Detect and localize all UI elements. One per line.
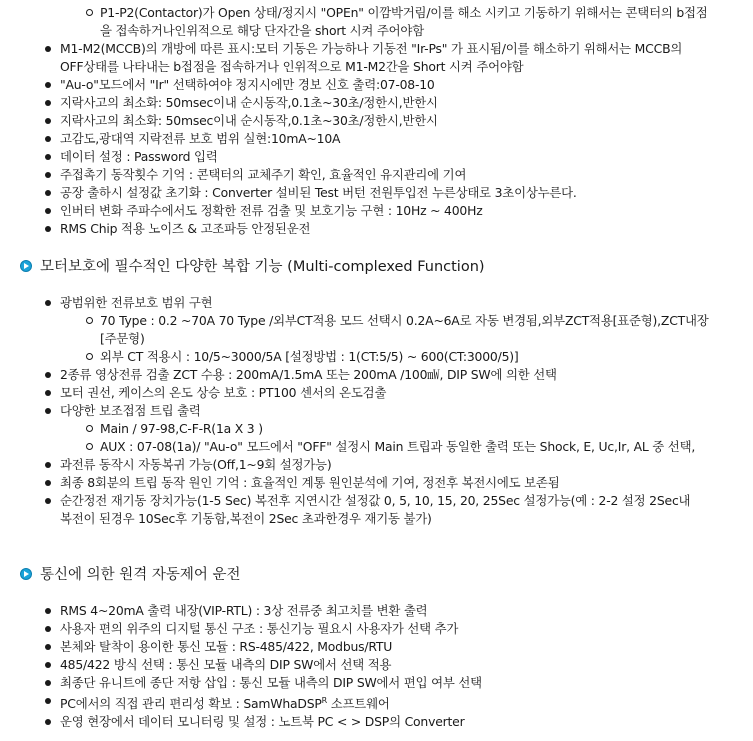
feature-list-general — [0, 4, 710, 238]
list-item-485-422: 485/422 방식 선택 : 통신 모듈 내측의 DIP SW에서 선택 적용 — [0, 656, 482, 674]
arrow-bullet-icon — [20, 260, 32, 272]
section-heading-text: 통신에 의한 원격 자동제어 운전 — [40, 567, 241, 583]
list-item-temperature: 모터 권선, 케이스의 온도 상승 보호 : PT100 센서의 온도검출 — [0, 384, 710, 402]
list-item-pc-management — [0, 692, 482, 713]
feature-list-multi-function — [0, 294, 710, 528]
list-item-rms-output: RMS 4~20mA 출력 내장(VIP-RTL) : 3상 전류중 최고치를 변환 출력 — [0, 602, 482, 620]
registered-mark: R — [321, 696, 328, 705]
list-item-text-after: 소프트웨어 — [327, 696, 390, 711]
section-heading-text: 모터보호에 필수적인 다양한 복합 기능 (Multi-complexed Function) — [40, 259, 485, 275]
list-subitem-external-ct: 외부 CT 적용시 : 10/5~3000/5A [설정방법 : 1(CT:5/5) ~ 600(CT:3000/5)] — [0, 348, 710, 366]
list-item-rms-chip: RMS Chip 적용 노이즈 & 고조파등 안정된운전 — [0, 220, 710, 238]
list-item-factory-reset: 공장 출하시 설정값 초기화 : Converter 설비된 Test 버턴 전원투입전 누른상태로 3초이상누른다. — [0, 184, 710, 202]
list-subitem-contactor: P1-P2(Contactor)가 Open 상태/정지시 "OPEn" 이깜박거림/이를 해소 시키고 기동하기 위해서는 콘택터의 b접점을 접속하거나인위적으로 해당 단자간을 short 시켜 주어야함 — [0, 4, 710, 40]
section-heading-multi-function — [20, 257, 485, 277]
feature-list-remote-control — [0, 602, 482, 731]
list-item-monitoring: 운영 현장에서 데이터 모니터링 및 설정 : 노트북 PC < > DSP의 Converter — [0, 713, 482, 731]
list-item-trip-memory: 최종 8회분의 트립 동작 원인 기억 : 효율적인 계통 원인분석에 기여, 정전후 복전시에도 보존됨 — [0, 474, 710, 492]
list-item-au-o: "Au-o"모드에서 "Ir" 선택하여야 정지시에만 경보 신호 출력:07-08-10 — [0, 76, 710, 94]
list-item-text: PC에서의 직접 관리 편리성 확보 : SamWhaDSP — [60, 696, 322, 711]
list-item-digital-comm: 사용자 편의 위주의 디지털 통신 구조 : 통신기능 필요시 사용자가 선택 추가 — [0, 620, 482, 638]
list-item-password: 데이터 설정 : Password 입력 — [0, 148, 710, 166]
list-item-aux-contacts: 다양한 보조접점 트립 출력 — [0, 402, 710, 420]
list-item-mccb: M1-M2(MCCB)의 개방에 따른 표시:모터 기동은 가능하나 기동전 "Ir-Ps" 가 표시됨/이를 해소하기 위해서는 MCCB의 OFF상태를 나타내는 b접점을 접속하거나 인위적으로 M1-M2간을 Short 시켜 주어야함 — [0, 40, 700, 76]
list-item-zct: 2종류 영상전류 검출 ZCT 수용 : 200mA/1.5mA 또는 200mA /100㎽, DIP SW에 의한 선택 — [0, 366, 710, 384]
list-item-ground-fault-1: 지락사고의 최소화: 50msec이내 순시동작,0.1초~30초/정한시,반한시 — [0, 94, 710, 112]
list-subitem-aux: AUX : 07-08(1a)/ "Au-o" 모드에서 "OFF" 설정시 Main 트립과 동일한 출력 또는 Shock, E, Uc,Ir, AL 중 선택, — [0, 438, 710, 456]
list-item-auto-reset: 과전류 동작시 자동복귀 가능(Off,1~9회 설정가능) — [0, 456, 710, 474]
list-item-comm-module: 본체와 탈착이 용이한 통신 모듈 : RS-485/422, Modbus/RTU — [0, 638, 482, 656]
arrow-bullet-icon — [20, 568, 32, 580]
list-subitem-70-type: 70 Type : 0.2 ~70A 70 Type /외부CT적용 모드 선택시 0.2A~6A로 자동 변경됨,외부ZCT적용[표준형),ZCT내장[주문형) — [0, 312, 710, 348]
section-heading-remote-control — [20, 565, 241, 585]
list-item-inverter: 인버터 변화 주파수에서도 정확한 전류 검출 및 보호기능 구현 : 10Hz ~ 400Hz — [0, 202, 710, 220]
list-item-restart: 순간정전 재기동 장치가능(1-5 Sec) 복전후 지연시간 설정값 0, 5, 10, 15, 20, 25Sec 설정가능(예 : 2-2 설정 2Sec내 복전이 된경우 10Sec후 기동함,복전이 2Sec 초과한경우 재기동 불가) — [0, 492, 700, 528]
list-item-current-range: 광범위한 전류보호 범위 구현 — [0, 294, 710, 312]
list-item-termination: 최종단 유니트에 종단 저항 삽입 : 통신 모듈 내측의 DIP SW에서 편입 여부 선택 — [0, 674, 482, 692]
list-item-sensitivity: 고감도,광대역 지락전류 보호 범위 실현:10mA~10A — [0, 130, 710, 148]
list-subitem-main: Main / 97-98,C-F-R(1a X 3 ) — [0, 420, 710, 438]
list-item-ground-fault-2: 지락사고의 최소화: 50msec이내 순시동작,0.1초~30초/정한시,반한시 — [0, 112, 710, 130]
list-item-contactor-count: 주접촉기 동작횟수 기억 : 콘택터의 교체주기 확인, 효율적인 유지관리에 기여 — [0, 166, 710, 184]
